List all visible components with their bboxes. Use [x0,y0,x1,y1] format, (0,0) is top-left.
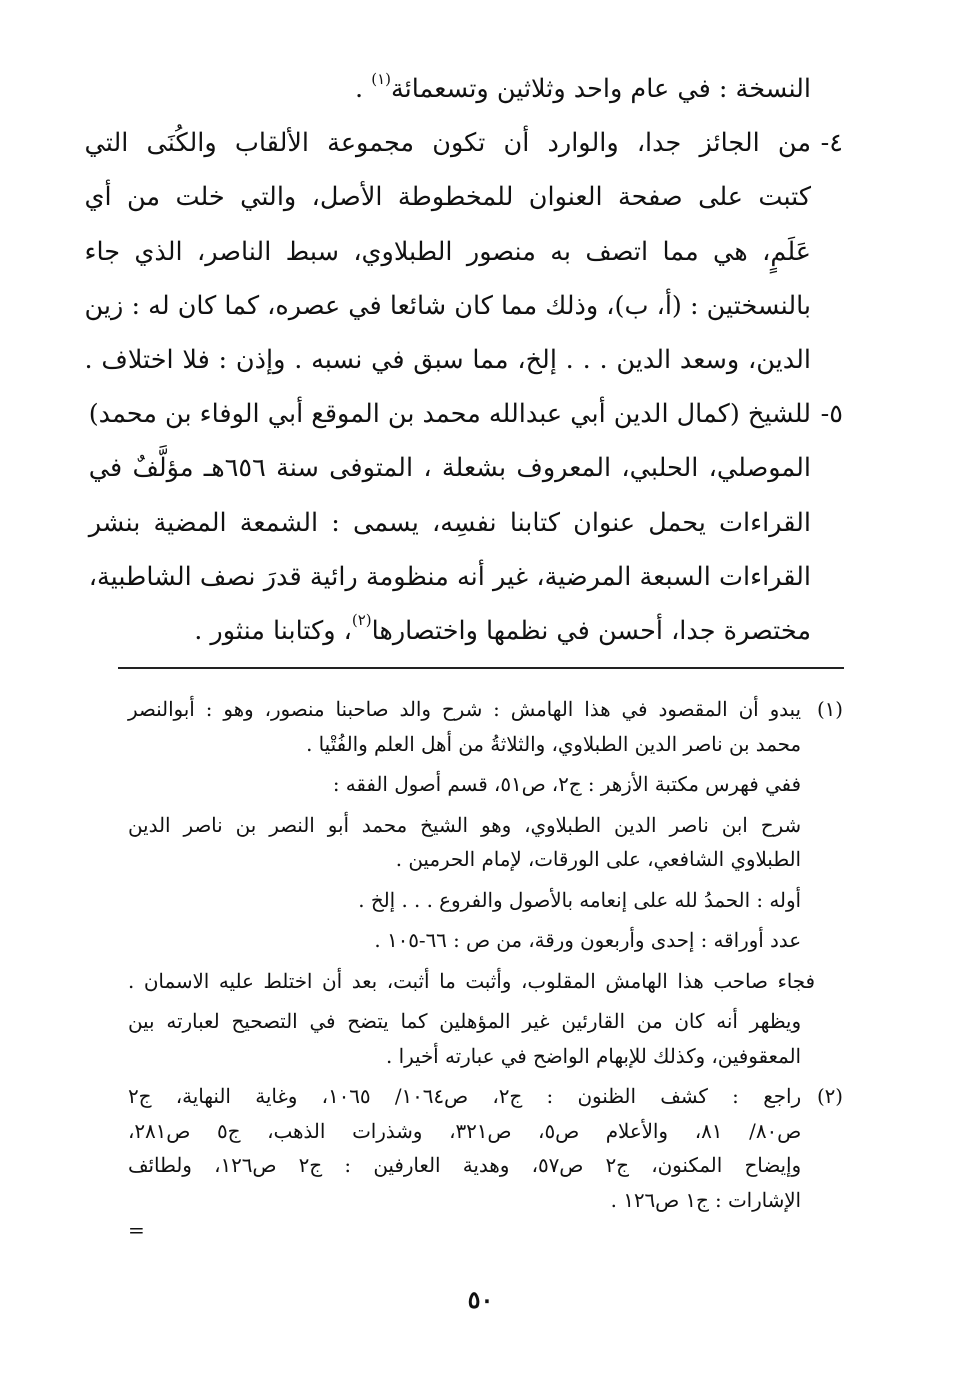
footnote-ref-1: (١) [371,69,391,88]
footnote-line: شرح ابن ناصر الدين الطبلاوي، وهو الشيخ محمد أبو النصر بن ناصر الدين [128,813,801,837]
footnote-separator [118,667,844,669]
footnote-number: (٢) [816,1085,843,1108]
footnote-body [128,1080,801,1218]
main-line [89,604,811,658]
footnote-body [128,693,815,1074]
text-run: مختصرة جدا، أحسن في نظمها واختصارها [371,615,811,646]
footnote-line: يبدو أن المقصود في هذا الهامش : شرح والد صاحبنا منصور، وهو : أبوالنصر [128,698,801,721]
footnote-line: فجاء صاحب هذا الهامش المقلوب، وأثبت ما أثبت، بعد أن اختلط عليه الاسمان . [128,969,815,993]
footnote-ref-2: (٢) [351,611,372,630]
main-line: القراءات السبعة المرضية، غير أنه منظومة رائية قدرَ نصف الشاطبية، [88,561,811,592]
footnote-line: عدد أوراقه : إحدى وأربعون ورقة، من ص : ٦٦-١٠٥ . [374,929,801,952]
footnote-number: (١) [816,698,843,721]
main-line: من الجائز جدا، والوارد أن تكون مجموعة الألقاب والكُنَى التي [84,128,811,159]
page-number: ٥٠ [467,1285,494,1314]
footnote-line: الإشارات : ج١ ص١٢٦ . [610,1188,801,1212]
footnote-line: راجع : كشف الظنون : ج٢، ص١٠٦٤/ ١٠٦٥، وغاية النهاية، ج٢ [128,1085,802,1108]
text-run: النسخة : في عام واحد وثلاثين وتسعمائة [391,74,811,104]
text-run: . [355,74,372,104]
list-item-5 [88,387,843,658]
main-line: القراءات يحمل عنوان كتابنا نفسِه، يسمى : الشمعة المضية بنشر [88,507,811,538]
main-line: كتبت على صفحة العنوان للمخطوطة الأصل، والتي خلت من أي [84,182,811,213]
item-body [89,387,811,658]
continuation-mark: = [128,1218,145,1242]
main-line: للشيخ (كمال الدين أبي عبدالله محمد بن الموقع أبي الوفاء بن محمد) [88,399,811,430]
main-text [84,62,843,658]
footnote-line: ففي فهرس مكتبة الأزهر : ج٢، ص٥١، قسم أصول الفقه : [332,773,801,796]
list-item-4 [84,116,843,387]
footnote-line: أوله : الحمدُ لله على إنعامه بالأصول والفروع . . . إلخ . [358,888,801,912]
footnotes [128,693,843,1218]
footnote-line: محمد بن ناصر الدين الطبلاوي، والثلاثةُ من أهل العلم والفُتْيا . [306,732,801,756]
footnote-line: المعقوفين، وكذلك للإبهام الواضح في عبارته أخيرا . [386,1044,801,1068]
text-run: ، وكتابنا منثور . [194,615,352,646]
main-line: الدين، وسعد الدين . . . إلخ، مما سبق في نسبه . وإذن : فلا اختلاف . [84,344,811,375]
footnote-1 [128,693,843,1074]
footnote-line: ويظهر أنه كان من القارئين غير المؤهلين كما يتضح في التصحيح لعبارته بين [128,1010,801,1033]
footnote-line: الطبلاوي الشافعي، على الورقات، لإمام الحرمين . [395,848,801,871]
item-number: ٤- [820,128,843,159]
main-line: بالنسختين : (أ، ب)، وذلك مما كان شائعا في عصره، كما كان له : زين [84,290,811,321]
main-line: الموصلي، الحلبي، المعروف بشعلة ، المتوفى سنة ٦٥٦هـ مؤلَّفٌ في [88,453,812,484]
main-line [128,62,843,116]
item-body [85,116,811,387]
footnote-line: وإيضاح المكنون، ج٢ ص٥٧، وهدية العارفين : ج٢ ص١٢٦، ولطائف [128,1154,802,1177]
item-number: ٥- [820,399,843,430]
footnote-line: ص٨٠/ ٨١، والأعلام ص٥، ص٣٢١، وشذرات الذهب، ج٥ ص٢٨١، [128,1119,802,1143]
footnote-2 [128,1080,843,1218]
main-line: عَلَمٍ، هي مما اتصف به منصور الطبلاوي، سبط الناصر، الذي جاء [84,236,811,267]
